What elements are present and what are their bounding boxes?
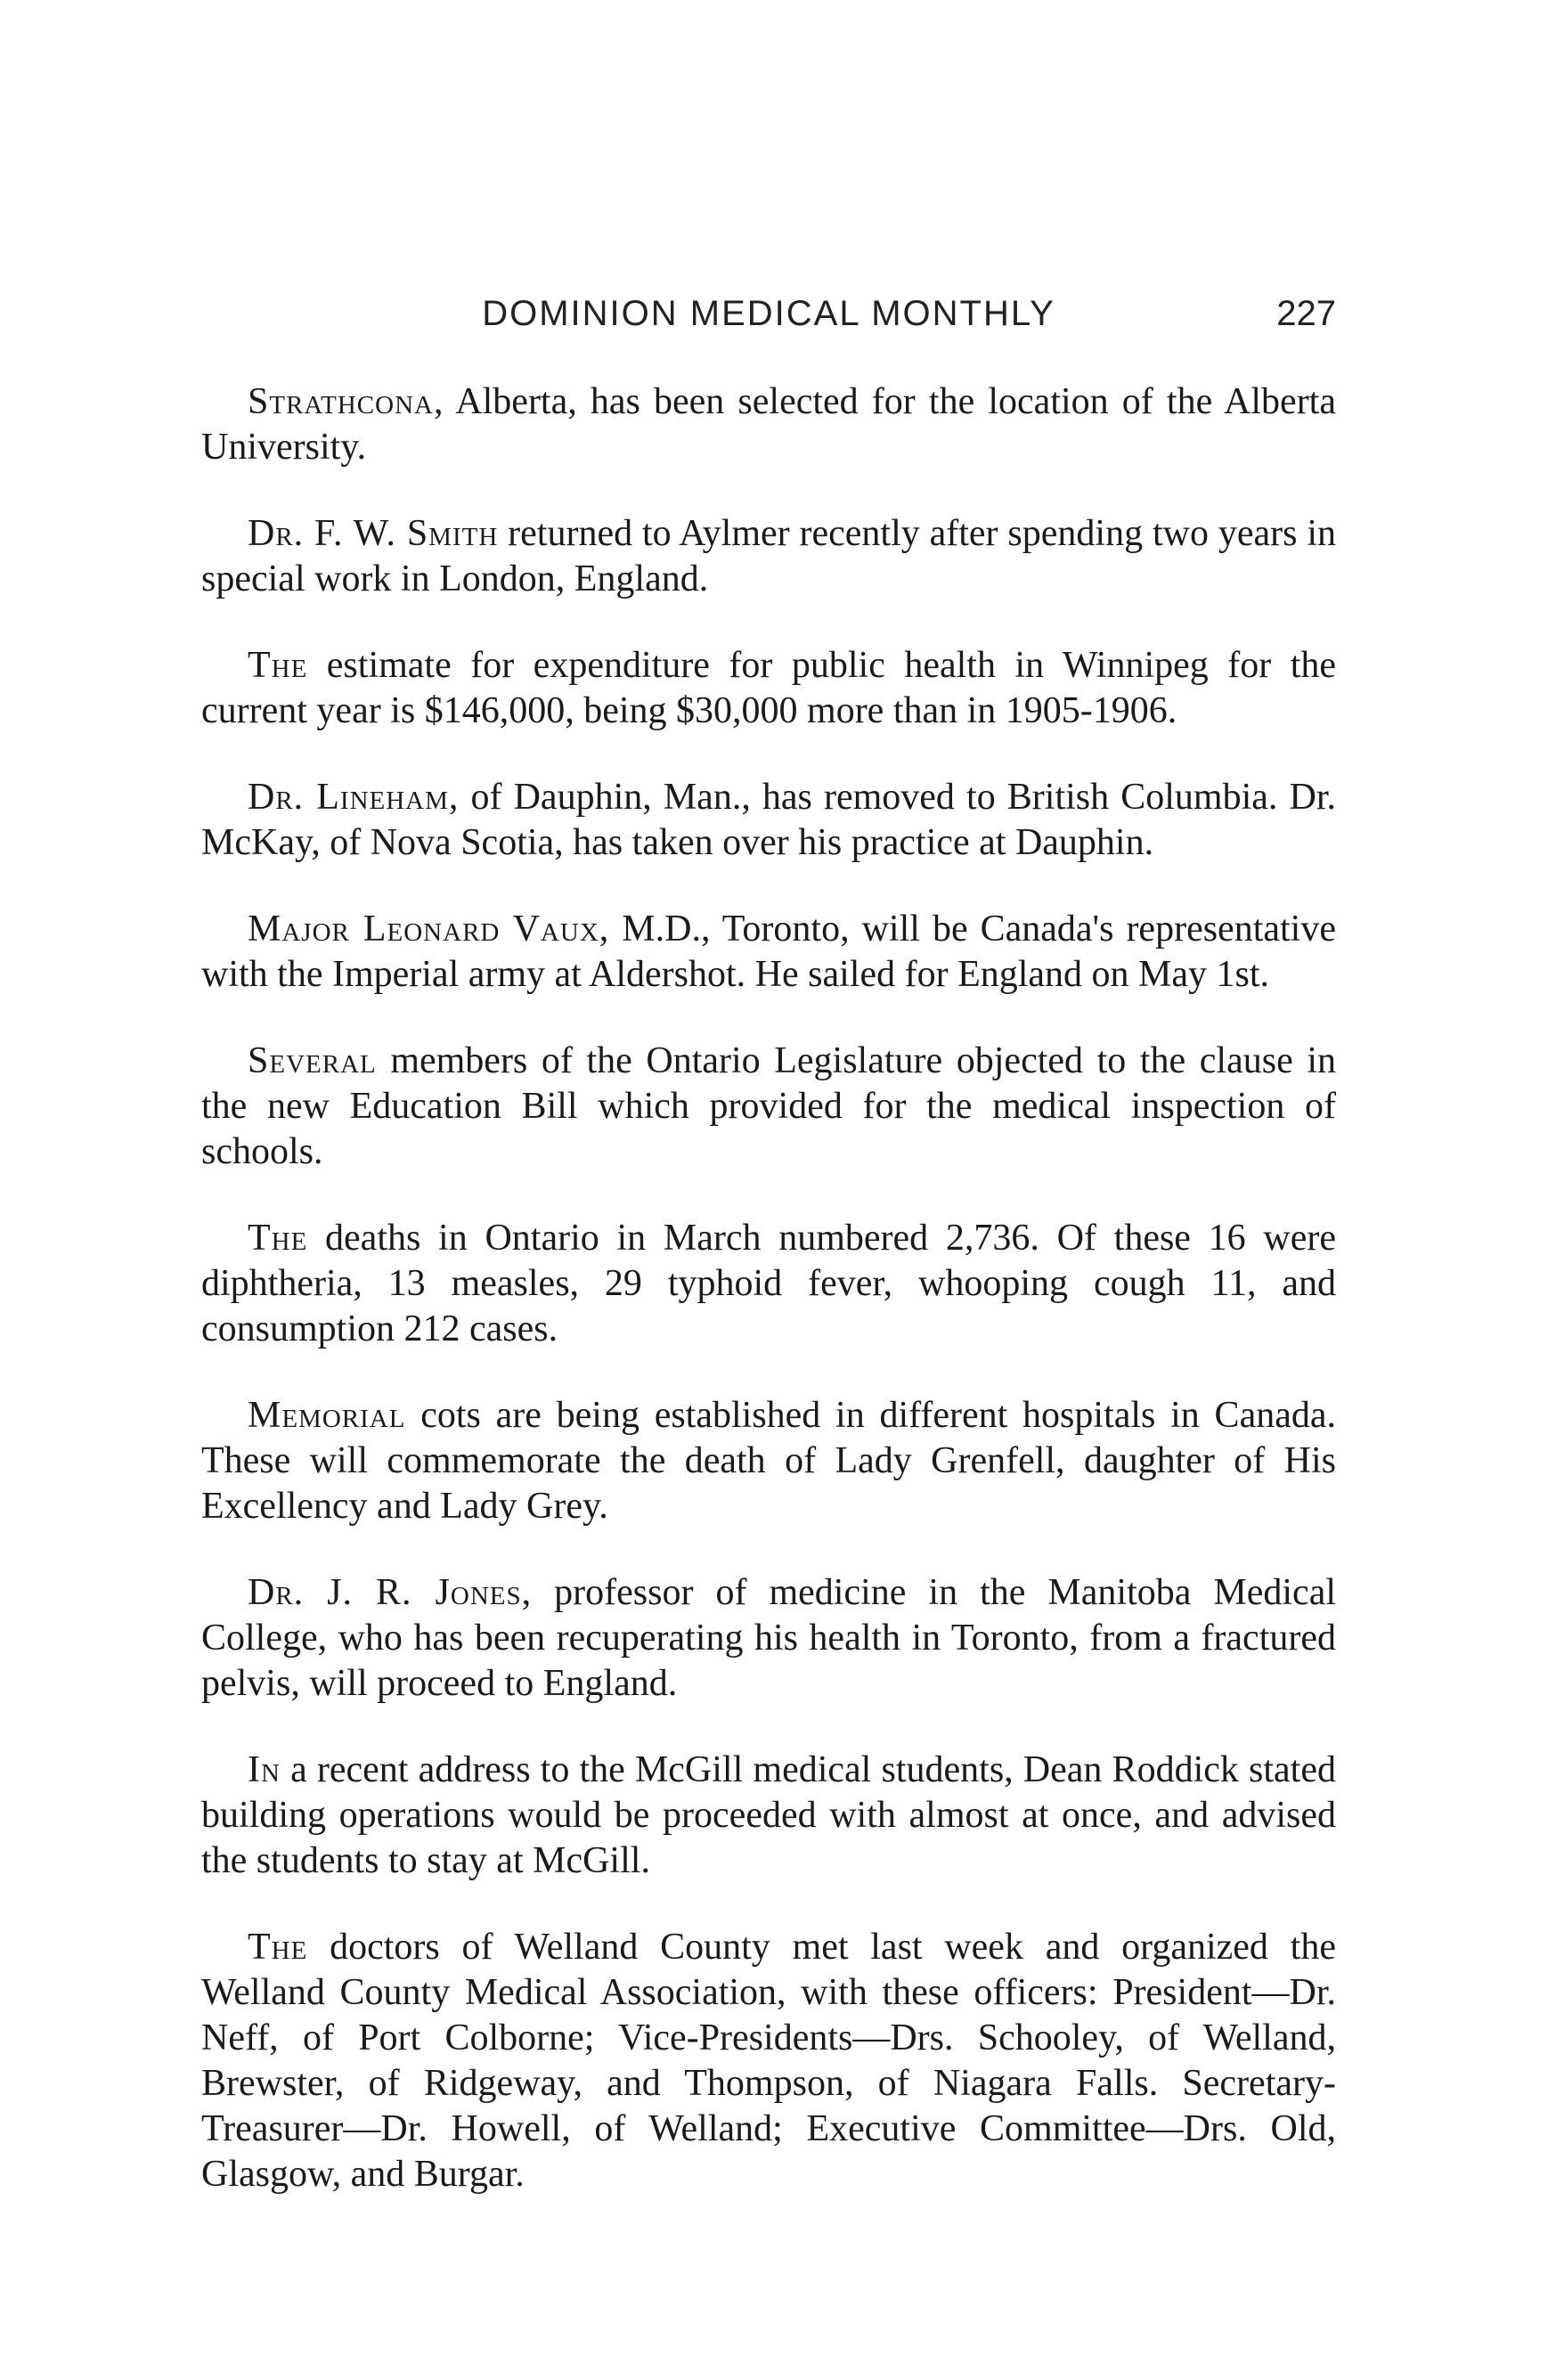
item-text: a recent address to the McGill medical students, Dean Roddick stated building operations would be proceeded with almost at once, and advised the students to stay at McGill.	[201, 1749, 1336, 1881]
news-item-strathcona	[201, 379, 1336, 470]
news-item-legislature	[201, 1039, 1336, 1175]
news-item-winnipeg-estimate	[201, 643, 1336, 734]
item-text: of Dauphin, Man., has removed to British Columbia. Dr. McKay, of Nova Scotia, has taken over his practice at Dauphin.	[201, 777, 1336, 863]
item-text: M.D., Toronto, will be Canada's representative with the Imperial army at Aldershot. He sailed for England on May 1st.	[201, 909, 1336, 995]
item-text: Alberta, has been selected for the location of the Alberta University.	[201, 381, 1336, 468]
news-item-smith	[201, 511, 1336, 602]
news-item-ontario-deaths	[201, 1216, 1336, 1352]
item-text: professor of medicine in the Manitoba Medical College, who has been recuperating his health in Toronto, from a fractured pelvis, will proceed to England.	[201, 1572, 1337, 1704]
news-item-jones	[201, 1570, 1336, 1707]
news-item-memorial-cots	[201, 1393, 1336, 1529]
item-lead: Memorial	[248, 1395, 406, 1436]
item-lead: Dr. Lineham,	[248, 777, 460, 818]
news-item-lineham	[201, 775, 1336, 866]
news-item-mcgill	[201, 1748, 1336, 1884]
item-lead: Strathcona,	[248, 381, 444, 422]
item-lead: The	[248, 1218, 308, 1259]
item-text: returned to Aylmer recently after spending two years in special work in London, England.	[201, 513, 1336, 599]
item-text: doctors of Welland County met last week and organized the Welland County Medical Association, with these officers: President—Dr. Neff, of Port Colborne; Vice-Presidents—Drs. Schooley, of Welland, Brewster, of Ridgeway, and Thompson, of Niagara Falls. Secretary-Treasurer—Dr. Howell, of Welland; Executive Committee—Drs. Old, Glasgow, and Burgar.	[201, 1927, 1336, 2195]
page-number: 227	[1276, 294, 1336, 333]
running-head	[201, 294, 1336, 347]
item-lead: Dr. J. R. Jones,	[248, 1572, 533, 1613]
item-text: cots are being established in different hospitals in Canada. These will commemorate the death of Lady Grenfell, daughter of His Excellency and Lady Grey.	[201, 1395, 1336, 1527]
news-item-welland	[201, 1925, 1336, 2197]
journal-title: DOMINION MEDICAL MONTHLY	[482, 294, 1055, 333]
item-text: members of the Ontario Legislature objected to the clause in the new Education Bill which provided for the medical inspection of schools.	[201, 1040, 1336, 1172]
item-lead: Major Leonard Vaux,	[248, 909, 610, 950]
item-lead: The	[248, 1927, 308, 1968]
item-lead: The	[248, 645, 308, 686]
item-lead: In	[248, 1749, 281, 1790]
item-text: deaths in Ontario in March numbered 2,736. Of these 16 were diphtheria, 13 measles, 29 typhoid fever, whooping cough 11, and consumption 212 cases.	[201, 1218, 1336, 1349]
item-lead: Several	[248, 1040, 377, 1081]
item-lead: Dr. F. W. Smith	[248, 513, 499, 554]
item-text: estimate for expenditure for public health in Winnipeg for the current year is $146,000, being $30,000 more than in 1905-1906.	[201, 645, 1336, 731]
page	[201, 294, 1336, 2238]
news-item-vaux	[201, 907, 1336, 998]
